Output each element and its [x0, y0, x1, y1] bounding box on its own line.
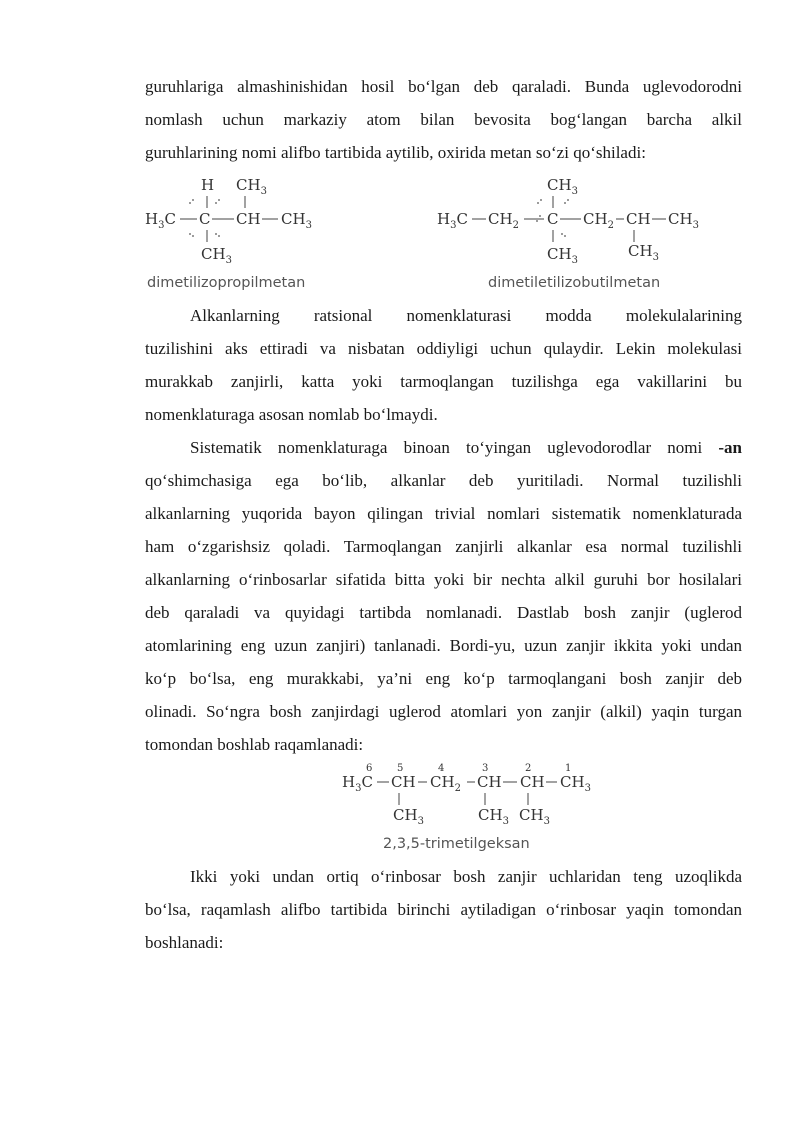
text-line: nomlash uchun markaziy atom bilan bevosita bog‘langan barcha alkil — [145, 110, 742, 129]
svg-text:CH3: $CH_3$ — [519, 806, 550, 827]
text-line: olinadi. So‘ngra bosh zanjirdagi uglerod atomlari yon zanjir (alkil) yaqin turgan — [145, 702, 742, 721]
text-line: tuzilishini aks ettiradi va nisbatan oddiyligi uchun qulaydir. Lekin molekulasi — [145, 339, 742, 358]
svg-text:1: 1 — [565, 763, 572, 774]
text-line: alkanlarning o‘rinbosarlar sifatida bitta yoki bir nechta alkil guruhi bor hosilalari — [145, 570, 742, 589]
formula-2-3-5-trimetilgeksan — [342, 763, 591, 852]
text-line: Alkanlarning ratsional nomenklaturasi modda molekulalarining — [190, 306, 742, 325]
text-line: nomenklaturaga asosan nomlab bo‘lmaydi. — [145, 405, 438, 424]
svg-text:CH: CH — [520, 773, 545, 791]
svg-text:CH2: $CH_2$ — [488, 210, 519, 231]
atom-h: H — [201, 176, 215, 194]
svg-text:CH3: $CH_3$ — [478, 806, 509, 827]
svg-text:CH3: $CH_3$ — [201, 245, 232, 266]
svg-text:C: C — [547, 210, 559, 228]
text-line: ham o‘zgarishsiz qoladi. Tarmoqlangan zanjirli alkanlar esa normal tuzilishli — [145, 537, 742, 556]
svg-text:CH3: $CH_3$ — [560, 773, 591, 794]
text-line: alkanlarning yuqorida bayon qilingan trivial nomlari sistematik nomenklaturada — [145, 504, 742, 523]
svg-text:3: 3 — [482, 763, 489, 774]
svg-text:H3C: $H_3C$ — [145, 210, 176, 231]
paragraph-numbering-rule — [145, 860, 742, 959]
svg-text:C: C — [199, 210, 211, 228]
svg-text:CH3: $CH_3$ — [547, 245, 578, 266]
text-line: qo‘shimchasiga ega bo‘lib, alkanlar deb yuritiladi. Normal tuzilishli — [145, 471, 742, 490]
svg-text:CH3: $CH_3$ — [547, 176, 578, 197]
text-line: ko‘p bo‘lsa, eng murakkabi, ya’ni eng ko‘p tarmoqlangani bosh zanjir deb — [145, 669, 742, 688]
svg-text:CH2: $CH_2$ — [583, 210, 614, 231]
svg-text:CH: CH — [626, 210, 651, 228]
text-line: murakkab zanjirli, katta yoki tarmoqlangan tuzilishga ega vakillarini bu — [145, 372, 742, 391]
svg-text:5: 5 — [397, 763, 404, 774]
text-line: tomondan boshlab raqamlanadi: — [145, 735, 364, 754]
svg-text:H3C: $H_3C$ — [342, 773, 373, 794]
caption-formula-2: dimetiletilizobutilmetan — [488, 275, 661, 291]
text-line: guruhlariga almashinishidan hosil bo‘lgan deb qaraladi. Bunda uglevodorodni — [145, 77, 742, 96]
svg-text:CH3: $CH_3$ — [668, 210, 699, 231]
text-line: guruhlarining nomi alifbo tartibida aytilib, oxirida metan so‘zi qo‘shiladi: — [145, 143, 646, 162]
svg-text:CH3: $CH_3$ — [393, 806, 424, 827]
text-line: bo‘lsa, raqamlash alifbo tartibida birinchi aytiladigan o‘rinbosar yaqin tomondan — [145, 900, 742, 919]
text-line: boshlanadi: — [145, 933, 224, 952]
svg-text:CH3: $CH_3$ — [281, 210, 312, 231]
svg-text:2: 2 — [525, 763, 532, 774]
svg-text:H3C: $H_3C$ — [437, 210, 468, 231]
svg-text:4: 4 — [438, 763, 445, 774]
svg-text:CH: CH — [391, 773, 416, 791]
svg-text:CH: CH — [477, 773, 502, 791]
caption-formula-1: dimetilizopropilmetan — [147, 275, 306, 291]
svg-text:CH: CH — [236, 210, 261, 228]
text-line: Ikki yoki undan ortiq o‘rinbosar bosh zanjir uchlaridan teng uzoqlikda — [190, 867, 742, 886]
text-line: Sistematik nomenklaturaga binoan to‘yingan uglevodorodlar nomi -an — [190, 438, 742, 457]
svg-text:6: 6 — [366, 763, 373, 774]
text-line: atomlarining eng uzun zanjiri) tanlanadi. Bordi-yu, uzun zanjir ikkita yoki undan — [145, 636, 742, 655]
svg-text:CH3: $CH_3$ — [628, 242, 659, 263]
svg-text:CH3: $CH_3$ — [236, 176, 267, 197]
suffix-an: -an — [718, 438, 742, 457]
svg-text:CH2: $CH_2$ — [430, 773, 461, 794]
caption-formula-3: 2,3,5-trimetilgeksan — [383, 836, 530, 852]
text-line: deb qaraladi va quyidagi tartibda nomlanadi. Dastlab bosh zanjir (uglerod — [145, 603, 742, 622]
